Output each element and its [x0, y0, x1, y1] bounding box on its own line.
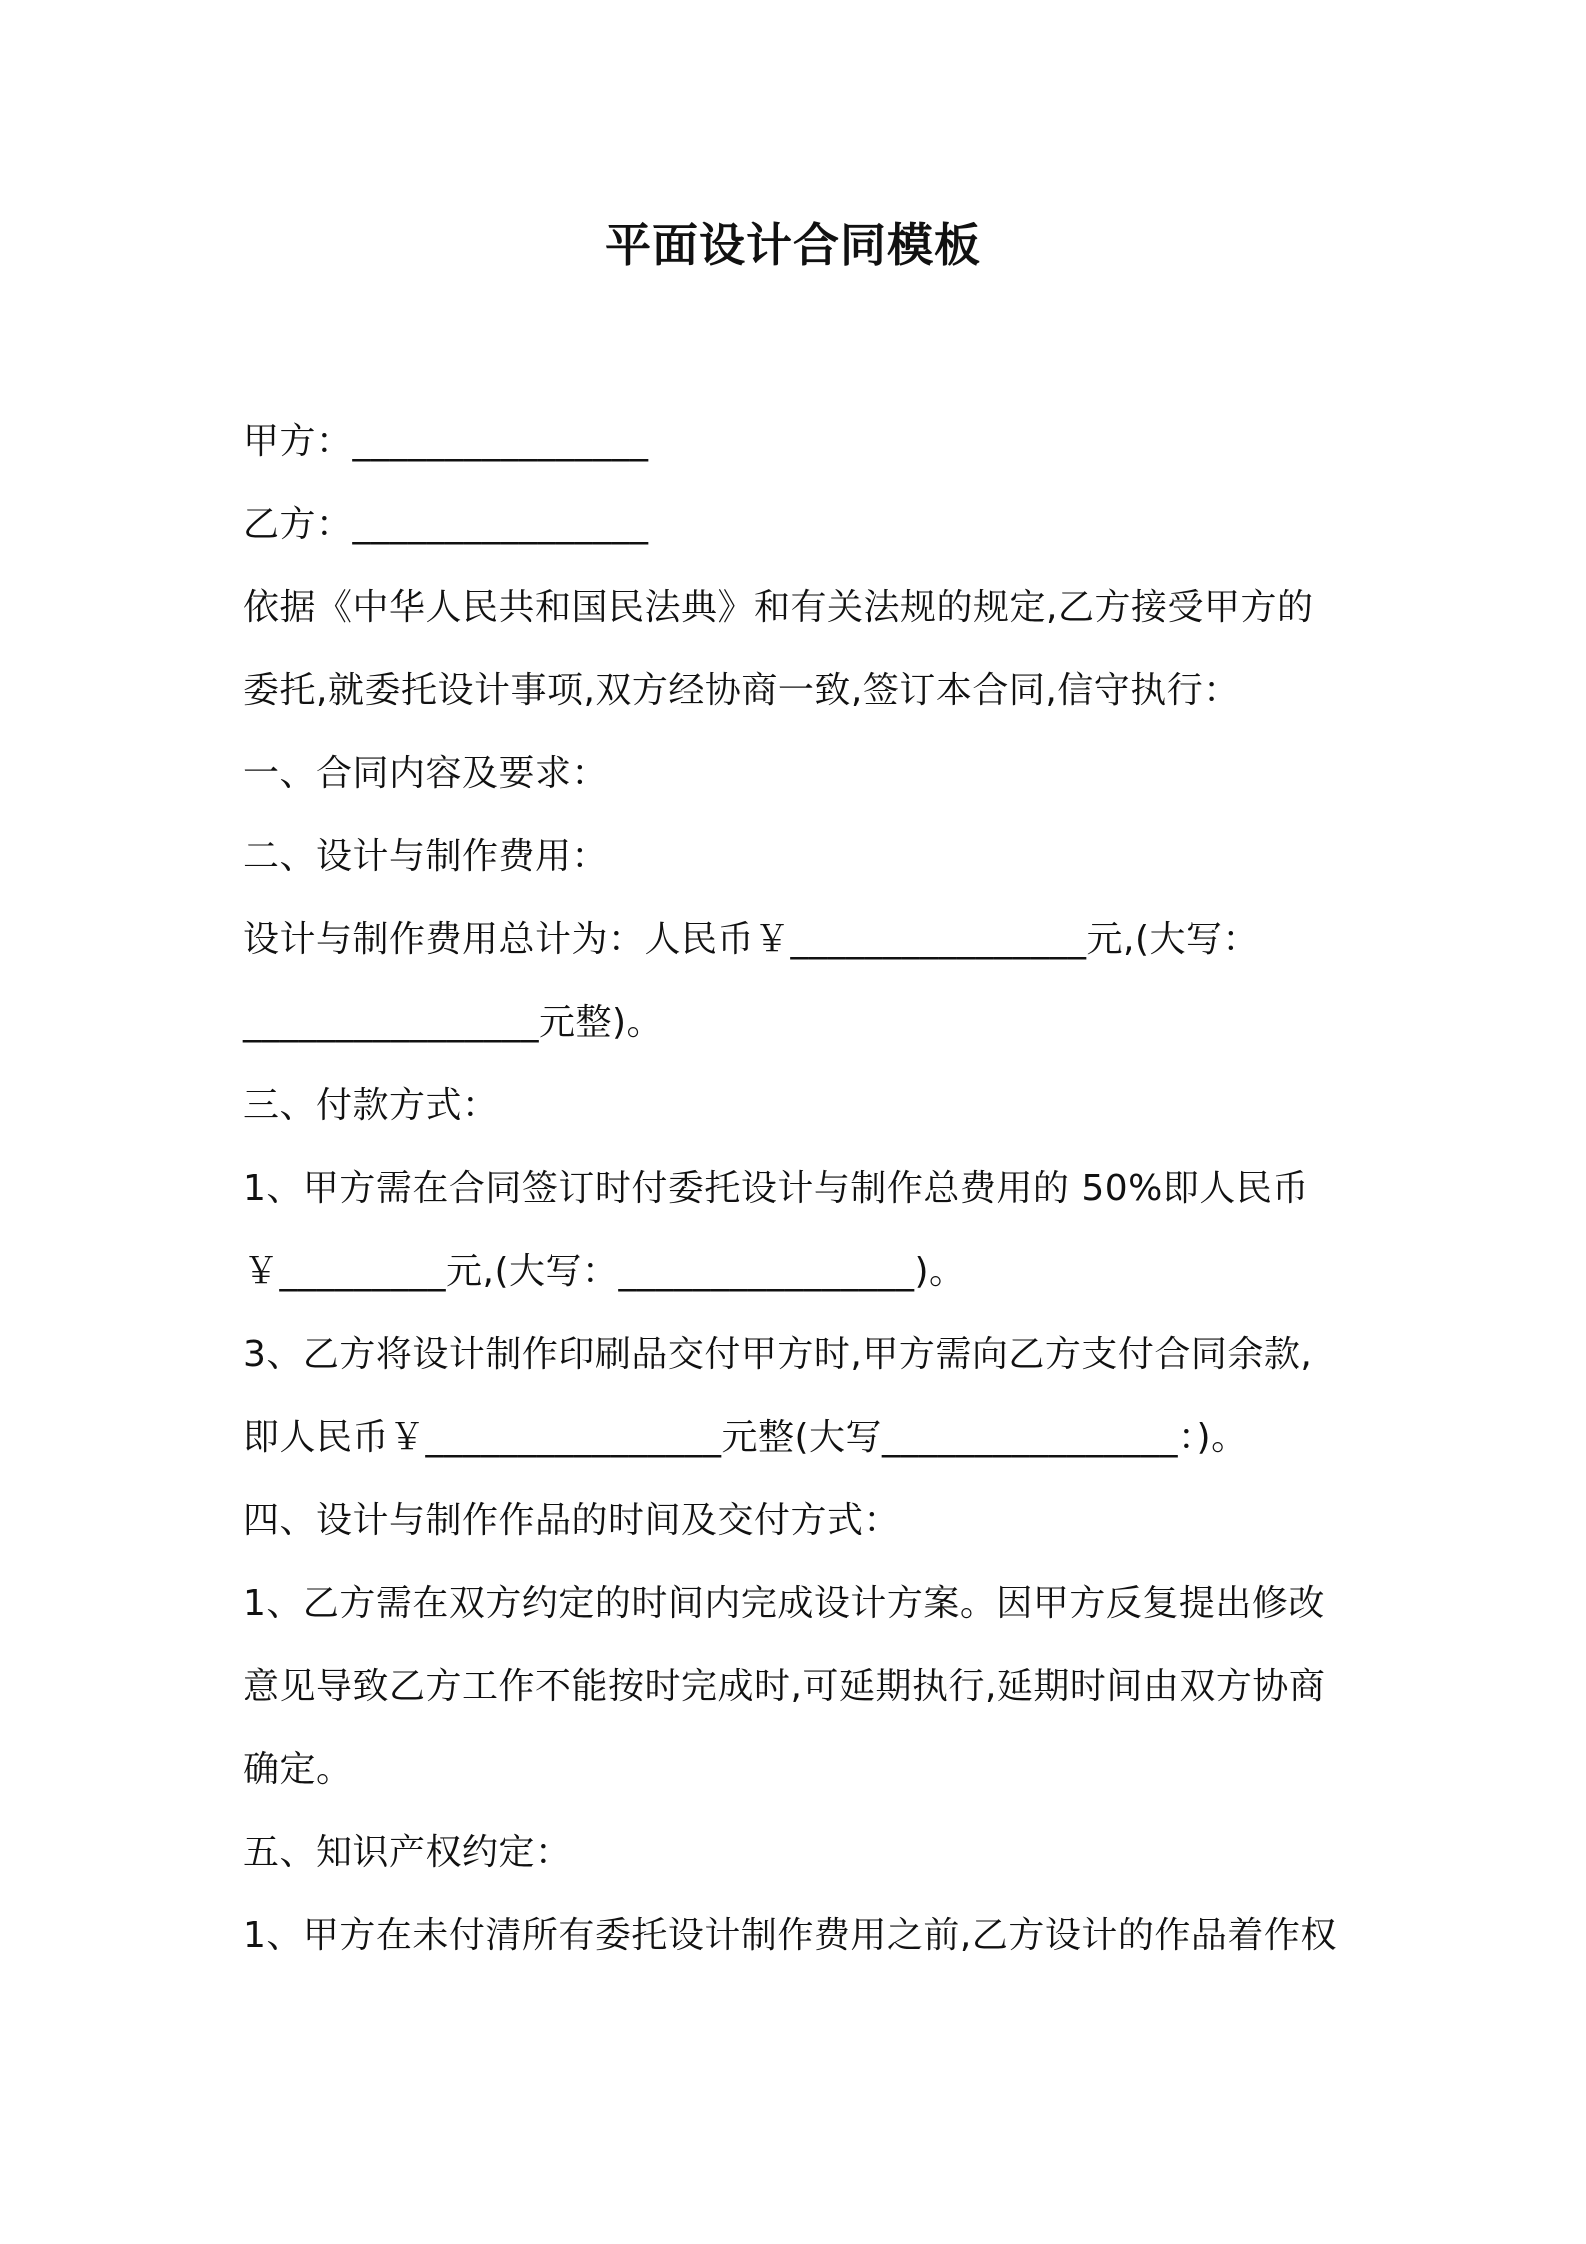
payment-clause-line: ￥_________元,(大写：________________)。: [243, 1251, 966, 1292]
document-body: [243, 400, 1353, 1977]
fee-total-line: 设计与制作费用总计为：人民币￥________________元,(大写：: [243, 919, 1259, 960]
delivery-clause-line: 1、乙方需在双方约定的时间内完成设计方案。因甲方反复提出修改: [243, 1583, 1325, 1624]
preamble-line: 委托,就委托设计事项,双方经协商一致,签订本合同,信守执行：: [243, 670, 1240, 711]
delivery-clause-line: 意见导致乙方工作不能按时完成时,可延期执行,延期时间由双方协商: [243, 1666, 1326, 1707]
preamble-line: 依据《中华人民共和国民法典》和有关法规的规定,乙方接受甲方的: [243, 587, 1314, 628]
section-heading: 三、付款方式：: [243, 1085, 499, 1126]
payment-clause-line: 3、乙方将设计制作印刷品交付甲方时,甲方需向乙方支付合同余款,: [243, 1334, 1313, 1375]
payment-clause-line: 即人民币￥________________元整(大写________________：)。: [243, 1417, 1248, 1458]
section-heading: 二、设计与制作费用：: [243, 836, 609, 877]
party-a-line: 甲方：________________: [243, 421, 649, 462]
section-heading: 一、合同内容及要求：: [243, 753, 609, 794]
delivery-clause-line: 确定。: [243, 1749, 353, 1790]
ip-clause-line: 1、甲方在未付清所有委托设计制作费用之前,乙方设计的作品着作权: [243, 1915, 1337, 1956]
payment-clause-line: 1、甲方需在合同签订时付委托设计与制作总费用的 50%即人民币: [243, 1168, 1309, 1209]
document-title: 平面设计合同模板: [605, 218, 981, 272]
section-heading: 五、知识产权约定：: [243, 1832, 572, 1873]
party-b-line: 乙方：________________: [243, 504, 649, 545]
fee-total-line: ________________元整)。: [243, 1002, 664, 1043]
section-heading: 四、设计与制作作品的时间及交付方式：: [243, 1500, 901, 1541]
